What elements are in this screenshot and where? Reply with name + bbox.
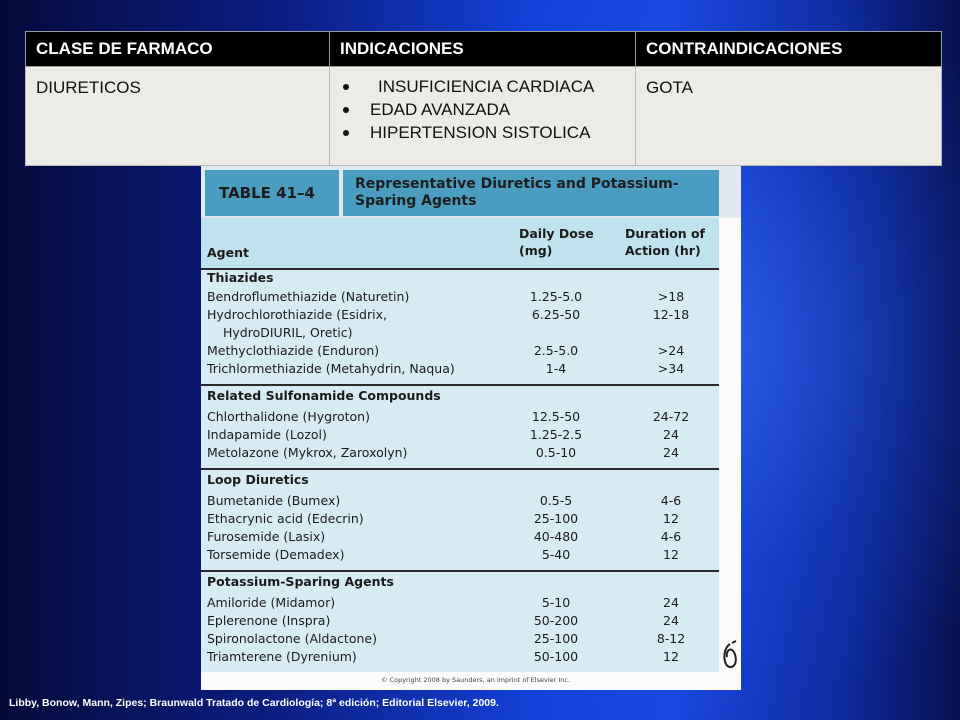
table-row [201,325,719,343]
table-row [201,631,719,649]
agent-name: Bumetanide (Bumex) [207,493,341,508]
citation-text: Libby, Bonow, Mann, Zipes; Braunwald Tratado de Cardiología; 8ª edición; Editorial Elsevier, 2009. [9,697,499,709]
table-row [201,427,719,445]
agent-name: Ethacrynic acid (Edecrin) [207,511,364,526]
daily-dose: 25-100 [533,631,579,646]
agent-name: Furosemide (Lasix) [207,529,326,544]
agent-name: Eplerenone (Inspra) [207,613,331,628]
table-number: TABLE 41–4 [205,170,339,216]
daily-dose: 5-40 [541,547,571,562]
summary-table [25,31,942,166]
contraindication-cell: GOTA [636,67,942,166]
header-indications: INDICACIONES [330,32,636,67]
daily-dose: 0.5-10 [535,445,577,460]
table-row [201,289,719,307]
daily-dose: 40-480 [533,529,579,544]
agent-name: Trichlormethiazide (Metahydrin, Naqua) [207,361,455,376]
duration: 24-72 [652,409,690,424]
daily-dose: 2.5-5.0 [533,343,579,358]
table-row [201,343,719,361]
table-row [201,613,719,631]
daily-dose: 5-10 [541,595,571,610]
agent-name: Methyclothiazide (Enduron) [207,343,380,358]
table-row [201,511,719,529]
column-daily-dose: Daily Dose (mg) [519,226,594,258]
daily-dose: 50-100 [533,649,579,664]
table-title: Representative Diuretics and Potassium-Sparing Agents [343,170,719,216]
table-row [201,649,719,667]
section-title: Potassium-Sparing Agents [207,574,394,589]
daily-dose: 1.25-2.5 [529,427,583,442]
agent-name: Torsemide (Demadex) [207,547,345,562]
duration: 24 [663,445,679,460]
duration: 24 [663,595,679,610]
indications-list [340,72,635,147]
duration: 12-18 [652,307,690,322]
agent-name: Triamterene (Dyrenium) [207,649,357,664]
table-image-margin [719,218,741,690]
table-row [201,529,719,547]
duration: 4-6 [660,529,682,544]
duration: >18 [657,289,685,304]
agent-name: Hydrochlorothiazide (Esidrix, [207,307,387,322]
section-title: Related Sulfonamide Compounds [207,388,441,403]
table-row [201,595,719,613]
diuretics-table-image [201,166,741,690]
section-title: Thiazides [207,270,274,285]
daily-dose: 1-4 [545,361,567,376]
column-duration: Duration of Action (hr) [625,226,705,258]
daily-dose: 0.5-5 [539,493,573,508]
duration: >24 [657,343,685,358]
daily-dose: 25-100 [533,511,579,526]
daily-dose: 6.25-50 [531,307,581,322]
table-row [201,547,719,565]
column-agent: Agent [207,245,249,260]
header-drug-class: CLASE DE FARMACO [26,32,330,67]
daily-dose: 12.5-50 [531,409,581,424]
daily-dose: 50-200 [533,613,579,628]
summary-header-row [26,32,942,67]
duration: 24 [663,427,679,442]
table-row [201,307,719,325]
column-header-row [201,218,719,270]
agent-name: Bendroflumethiazide (Naturetin) [207,289,410,304]
agent-name: Indapamide (Lozol) [207,427,327,442]
agent-name: Amiloride (Midamor) [207,595,336,610]
agent-name: Spironolactone (Aldactone) [207,631,377,646]
publisher-logo-icon [720,640,740,670]
duration: 12 [663,547,679,562]
duration: >34 [657,361,685,376]
duration: 12 [663,649,679,664]
duration: 8-12 [656,631,686,646]
section-title: Loop Diuretics [207,472,309,487]
table-row [201,361,719,379]
duration: 12 [663,511,679,526]
drug-class-cell: DIURETICOS [26,67,330,166]
agent-name: Metolazone (Mykrox, Zaroxolyn) [207,445,408,460]
duration: 4-6 [660,493,682,508]
indication-item: HIPERTENSION SISTOLICA [340,118,635,147]
table-row [201,493,719,511]
table-row [201,445,719,463]
indications-cell [330,67,636,166]
daily-dose: 1.25-5.0 [529,289,583,304]
indication-item: EDAD AVANZADA [340,95,635,124]
agent-name: HydroDIURIL, Oretic) [223,325,353,340]
table-row [201,409,719,427]
agent-name: Chlorthalidone (Hygroton) [207,409,370,424]
summary-data-row [26,67,942,166]
copyright-text: © Copyright 2008 by Saunders, an imprint of Elsevier Inc. [381,676,571,684]
duration: 24 [663,613,679,628]
indication-item: INSUFICIENCIA CARDIACA [340,72,635,101]
header-contraindications: CONTRAINDICACIONES [636,32,942,67]
